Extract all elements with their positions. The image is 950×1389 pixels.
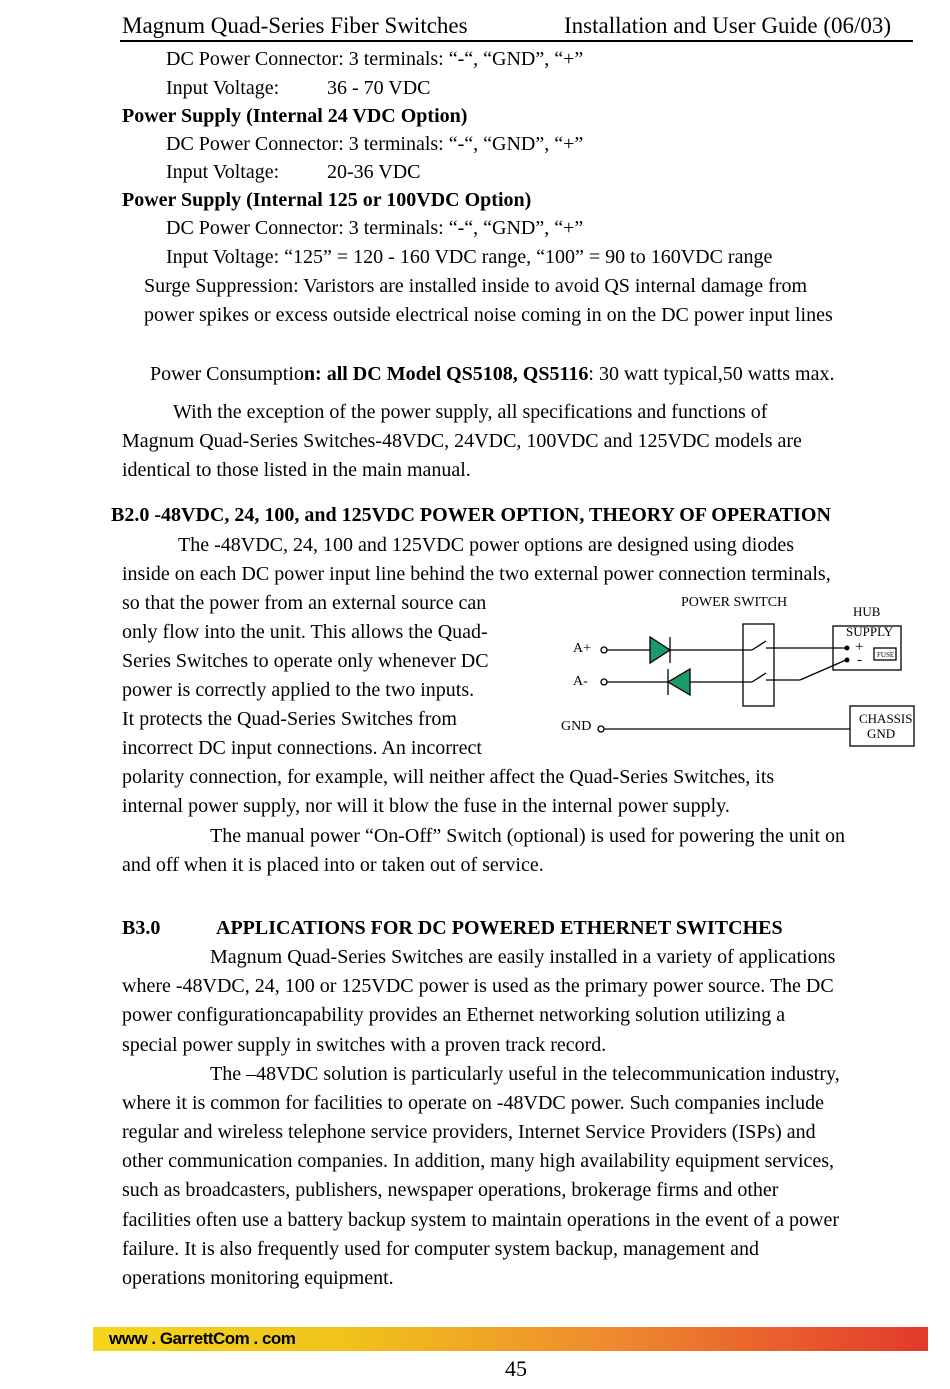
switch-para-line: and off when it is placed into or taken out of service. xyxy=(122,854,544,876)
b2-line: inside on each DC power input line behind the two external power connection terminals, xyxy=(122,563,831,585)
terminal-a-plus xyxy=(601,647,607,653)
section-b3-number: B3.0 xyxy=(122,917,161,939)
b3-para2-line: regular and wireless telephone service providers, Internet Service Providers (ISPs) and xyxy=(122,1121,816,1143)
intro-line: identical to those listed in the main manual. xyxy=(122,459,471,481)
dc-connector-line: DC Power Connector: 3 terminals: “-“, “GND”, “+” xyxy=(166,133,584,155)
b3-para2-line: facilities often use a battery backup system to maintain operations in the event of a power xyxy=(122,1209,839,1231)
diagram-label-a-minus: A- xyxy=(573,674,588,689)
diagram-label-minus: - xyxy=(857,652,862,668)
surge-suppression-line: Surge Suppression: Varistors are installed inside to avoid QS internal damage from xyxy=(144,275,808,297)
dc-connector-line: DC Power Connector: 3 terminals: “-“, “GND”, “+” xyxy=(166,48,584,70)
power-switch-box xyxy=(743,624,774,706)
diagram-label-a-plus: A+ xyxy=(573,641,592,656)
section-b2-heading: B2.0 -48VDC, 24, 100, and 125VDC POWER OPTION, THEORY OF OPERATION xyxy=(111,504,831,526)
input-voltage-value: 36 - 70 VDC xyxy=(327,77,431,99)
intro-line: With the exception of the power supply, all specifications and functions of xyxy=(173,401,768,423)
diagram-label-fuse: FUSE xyxy=(877,651,895,659)
b3-para1-line: Magnum Quad-Series Switches are easily installed in a variety of applications xyxy=(210,946,836,968)
diagram-label-chassis: CHASSIS xyxy=(859,711,913,726)
supply-plus-terminal xyxy=(845,646,850,651)
b2-line: It protects the Quad-Series Switches from xyxy=(122,708,457,730)
dc-connector-line: DC Power Connector: 3 terminals: “-“, “GND”, “+” xyxy=(166,217,584,239)
diagram-label-gnd: GND xyxy=(561,719,592,734)
switch-para-line: The manual power “On-Off” Switch (optional) is used for powering the unit on xyxy=(210,825,846,847)
b3-para2-line: The –48VDC solution is particularly useful in the telecommunication industry, xyxy=(210,1063,840,1085)
diagram-label-power-switch: POWER SWITCH xyxy=(681,595,788,610)
diode-1 xyxy=(650,637,670,663)
header-title-right: Installation and User Guide (06/03) xyxy=(564,13,892,38)
diagram-label-chassis-gnd: GND xyxy=(867,726,896,741)
power-consumption-values: : 30 watt typical,50 watts max. xyxy=(588,363,835,385)
diagram-label-plus: + xyxy=(855,639,864,655)
input-voltage-range-line: Input Voltage: “125” = 120 - 160 VDC range, “100” = 90 to 160VDC range xyxy=(166,246,773,268)
b3-para1-line: where -48VDC, 24, 100 or 125VDC power is used as the primary power source. The DC xyxy=(122,975,834,997)
supply-minus-terminal xyxy=(845,658,850,663)
terminal-gnd xyxy=(598,726,604,732)
diagram-label-supply: SUPPLY xyxy=(846,624,894,639)
b2-line: incorrect DC input connections. An incorrect xyxy=(122,737,482,759)
b3-para1-line: power configurationcapability provides an Ethernet networking solution utilizing a xyxy=(122,1004,786,1026)
b2-line: The -48VDC, 24, 100 and 125VDC power options are designed using diodes xyxy=(178,534,795,556)
b3-para1-line: special power supply in switches with a proven track record. xyxy=(122,1034,607,1056)
b2-line: polarity connection, for example, will neither affect the Quad-Series Switches, its xyxy=(122,766,775,788)
input-voltage-label: Input Voltage: xyxy=(166,161,280,183)
b3-para2-line: such as broadcasters, publishers, newspaper operations, brokerage firms and other xyxy=(122,1179,779,1201)
b3-para2-line: other communication companies. In addition, many high availability equipment services, xyxy=(122,1150,835,1172)
terminal-a-minus xyxy=(601,679,607,685)
power-supply-24-heading: Power Supply (Internal 24 VDC Option) xyxy=(122,105,468,127)
page-number: 45 xyxy=(505,1356,527,1381)
b2-line: power is correctly applied to the two inputs. xyxy=(122,679,475,701)
diode-2 xyxy=(668,669,690,695)
b2-line: so that the power from an external source can xyxy=(122,592,487,614)
b3-para2-line: failure. It is also frequently used for computer system backup, management and xyxy=(122,1238,760,1260)
b3-para2-line: where it is common for facilities to operate on -48VDC power. Such companies include xyxy=(122,1092,825,1114)
power-consumption-label: Power Consumptio xyxy=(150,363,304,385)
diagram-label-hub: HUB xyxy=(853,604,881,619)
header-title-left: Magnum Quad-Series Fiber Switches xyxy=(122,13,468,38)
b2-line: Series Switches to operate only whenever DC xyxy=(122,650,489,672)
input-voltage-label: Input Voltage: xyxy=(166,77,280,99)
input-voltage-value: 20-36 VDC xyxy=(327,161,421,183)
b2-line: only flow into the unit. This allows the Quad- xyxy=(122,621,488,643)
b3-para2-line: operations monitoring equipment. xyxy=(122,1267,394,1289)
intro-line: Magnum Quad-Series Switches-48VDC, 24VDC, 100VDC and 125VDC models are xyxy=(122,430,802,452)
surge-suppression-line: power spikes or excess outside electrical noise coming in on the DC power input lines xyxy=(144,304,833,326)
b2-line: internal power supply, nor will it blow the fuse in the internal power supply. xyxy=(122,795,730,817)
section-b3-title: APPLICATIONS FOR DC POWERED ETHERNET SWITCHES xyxy=(216,917,783,939)
power-consumption-models: n: all DC Model QS5108, QS5116 xyxy=(303,363,589,385)
power-supply-125-heading: Power Supply (Internal 125 or 100VDC Option) xyxy=(122,189,532,211)
footer-url: www . GarrettCom . com xyxy=(109,1329,296,1348)
